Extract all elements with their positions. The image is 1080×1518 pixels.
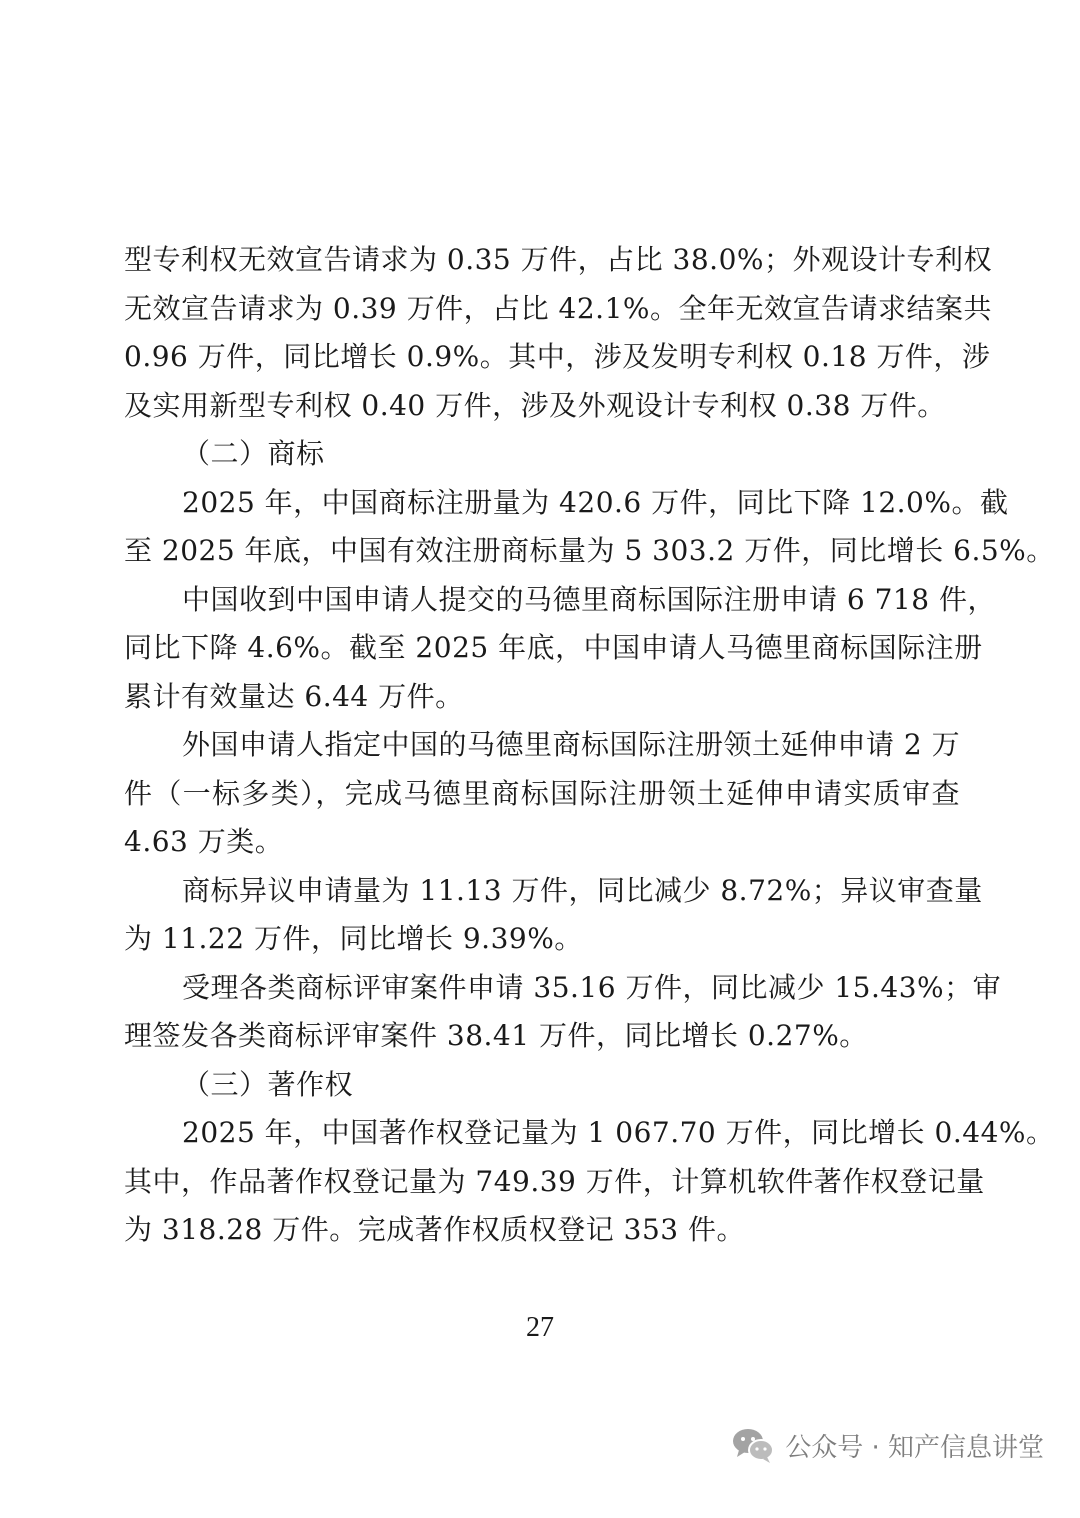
body-line: 理签发各类商标评审案件 38.41 万件，同比增长 0.27%。 xyxy=(124,1019,868,1052)
watermark-text: 公众号 · 知产信息讲堂 xyxy=(785,1432,1044,1463)
body-line: 无效宣告请求为 0.39 万件，占比 42.1%。全年无效宣告请求结案共 xyxy=(124,291,992,325)
body-line: 累计有效量达 6.44 万件。 xyxy=(124,679,464,713)
body-line: 至 2025 年底，中国有效注册商标量为 5 303.2 万件，同比增长 6.5%。 xyxy=(124,534,1055,567)
body-line: 中国收到中国申请人提交的马德里商标国际注册申请 6 718 件， xyxy=(182,582,996,616)
section-heading-trademark: （二）商标 xyxy=(182,437,325,470)
document-body xyxy=(124,236,1055,1255)
page-number: 27 xyxy=(526,1312,554,1343)
body-line: 型专利权无效宣告请求为 0.35 万件，占比 38.0%；外观设计专利权 xyxy=(124,243,992,276)
body-line: 受理各类商标评审案件申请 35.16 万件，同比减少 15.43%；审 xyxy=(182,970,1002,1004)
body-line: 为 11.22 万件，同比增长 9.39%。 xyxy=(124,922,583,955)
body-line: 2025 年，中国著作权登记量为 1 067.70 万件，同比增长 0.44%。 xyxy=(182,1116,1055,1149)
section-heading-copyright: （三）著作权 xyxy=(182,1067,354,1101)
body-line: 4.63 万类。 xyxy=(124,825,284,858)
wechat-icon xyxy=(731,1426,775,1464)
body-line: 件（一标多类），完成马德里商标国际注册领土延伸申请实质审查 xyxy=(124,776,960,810)
body-line: 为 318.28 万件。完成著作权质权登记 353 件。 xyxy=(124,1213,746,1246)
body-line: 商标异议申请量为 11.13 万件，同比减少 8.72%；异议审查量 xyxy=(182,873,983,907)
body-line: 同比下降 4.6%。截至 2025 年底，中国申请人马德里商标国际注册 xyxy=(124,631,983,664)
body-line: 2025 年，中国商标注册量为 420.6 万件，同比下降 12.0%。截 xyxy=(182,485,1009,519)
body-line: 及实用新型专利权 0.40 万件，涉及外观设计专利权 0.38 万件。 xyxy=(124,388,946,422)
body-line: 外国申请人指定中国的马德里商标国际注册领土延伸申请 2 万 xyxy=(182,728,961,761)
body-line: 0.96 万件，同比增长 0.9%。其中，涉及发明专利权 0.18 万件，涉 xyxy=(124,340,991,373)
body-line: 其中，作品著作权登记量为 749.39 万件，计算机软件著作权登记量 xyxy=(124,1164,985,1198)
watermark xyxy=(731,1426,1044,1464)
